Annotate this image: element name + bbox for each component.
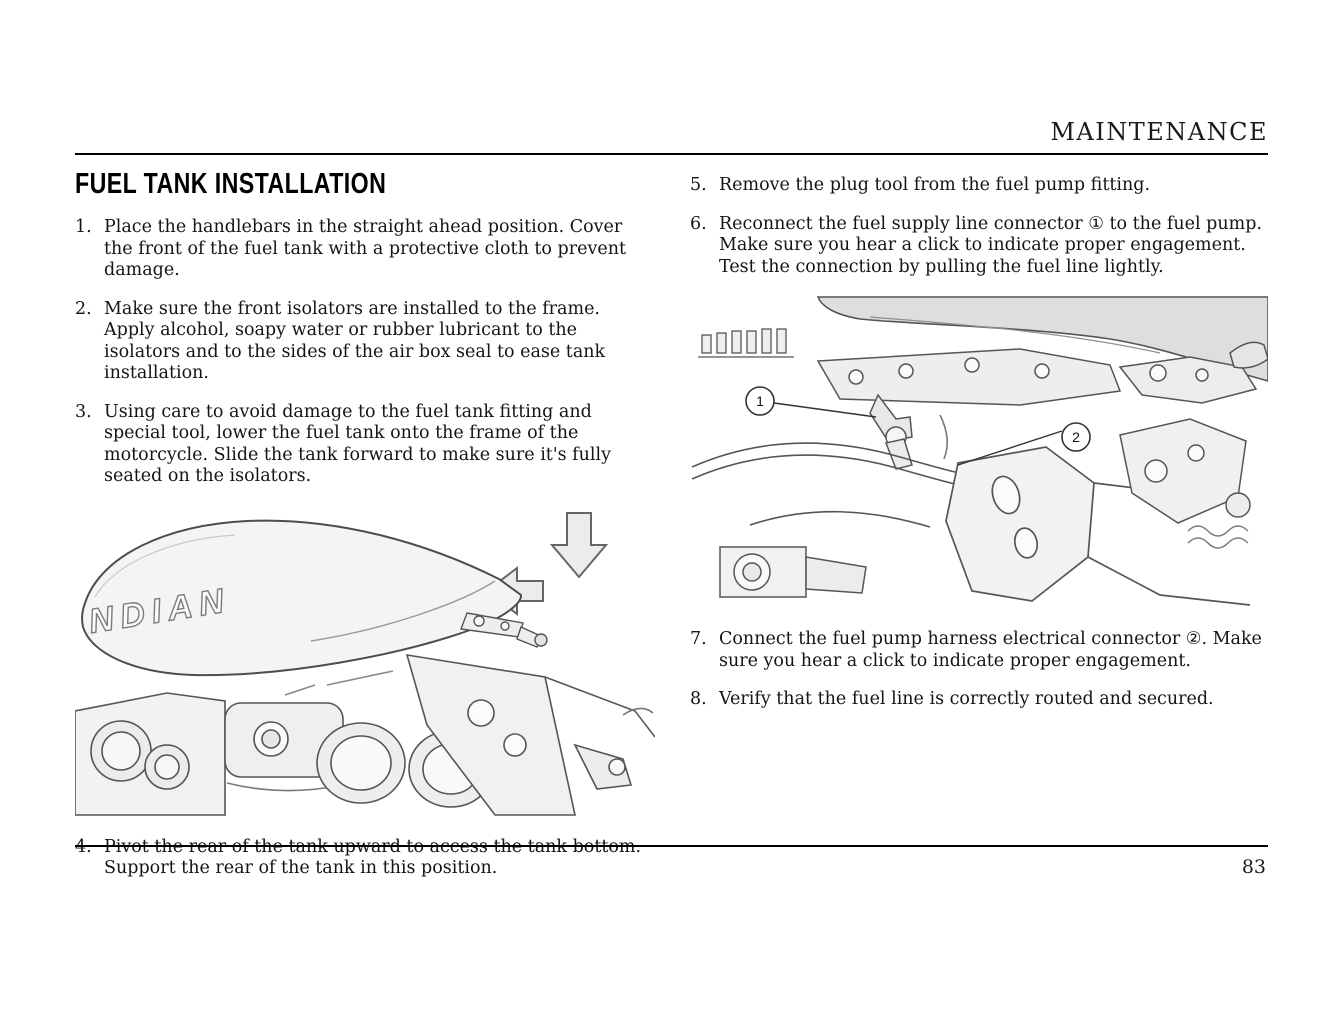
step-text: Connect the fuel pump harness electrical connector ②. Make sure you hear a click to indicate proper engagement. xyxy=(719,629,1262,671)
right-column xyxy=(690,166,1268,897)
step-number: 4. xyxy=(75,836,92,857)
tank-illustration xyxy=(75,505,655,817)
left-cylinder xyxy=(720,547,866,597)
callout-2-label: 2 xyxy=(1072,429,1080,446)
header-divider xyxy=(75,153,1268,155)
callout-1-label: 1 xyxy=(756,393,764,410)
figure-fuel-tank-install xyxy=(75,505,655,817)
left-column xyxy=(75,166,655,897)
step-item xyxy=(75,299,655,385)
page-header: MAINTENANCE xyxy=(1050,118,1268,146)
step-text: Place the handlebars in the straight ahead position. Cover the front of the fuel tank with a protective cloth to prevent damage. xyxy=(104,217,627,281)
step-number: 7. xyxy=(690,629,707,650)
step-text: Reconnect the fuel supply line connector ① to the fuel pump. Make sure you hear a click to indicate proper engagement. Test the connection by pulling the fuel line lightly. xyxy=(719,213,1262,277)
step-text: Verify that the fuel line is correctly routed and secured. xyxy=(719,689,1214,710)
step-item xyxy=(75,217,655,282)
step-number: 1. xyxy=(75,217,92,237)
step-number: 2. xyxy=(75,298,92,319)
step-text: Make sure the front isolators are installed to the frame. Apply alcohol, soapy water or rubber lubricant to the isolators and to the sides of the air box seal to ease tank installation. xyxy=(104,298,606,384)
down-arrow-icon xyxy=(552,513,606,577)
step-item xyxy=(690,175,1268,197)
fuel-pump-illustration xyxy=(690,295,1268,609)
tank-logo-text: NDIAN xyxy=(86,580,234,641)
page-number: 83 xyxy=(1241,856,1266,878)
callout-2 xyxy=(1062,423,1090,451)
step-text: Using care to avoid damage to the fuel tank fitting and special tool, lower the fuel tank onto the frame of the motorcycle. Slide the tank forward to make sure it's fully seated on the isolators. xyxy=(104,401,612,487)
two-column-layout xyxy=(75,166,1268,897)
step-item xyxy=(690,689,1268,711)
step-item xyxy=(75,402,655,488)
tank-fitting-detail xyxy=(461,613,547,647)
section-title: FUEL TANK INSTALLATION xyxy=(75,168,387,200)
step-number: 3. xyxy=(75,401,92,422)
callout-1 xyxy=(746,387,774,415)
step-item xyxy=(690,214,1268,279)
fuel-tank-shape xyxy=(82,520,521,675)
step-number: 6. xyxy=(690,213,707,234)
step-item xyxy=(690,629,1268,672)
figure-fuel-pump-connectors xyxy=(690,295,1268,609)
step-number: 5. xyxy=(690,175,707,195)
step-text: Remove the plug tool from the fuel pump fitting. xyxy=(719,175,1151,195)
footer-divider xyxy=(75,845,1268,847)
step-number: 8. xyxy=(690,689,707,710)
right-bracket xyxy=(1120,419,1250,548)
engine-drawing xyxy=(75,655,655,815)
step-item xyxy=(75,837,655,880)
bolt-row xyxy=(698,329,794,357)
step-text: Pivot the rear of the tank upward to access the tank bottom. Support the rear of the tank in this position. xyxy=(104,836,642,879)
